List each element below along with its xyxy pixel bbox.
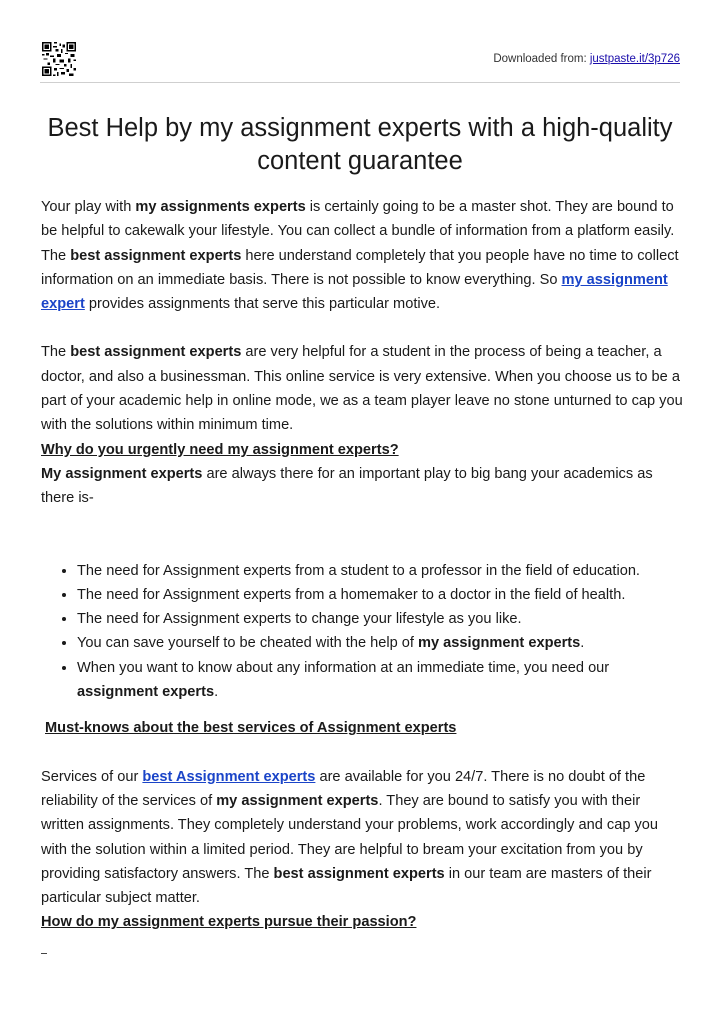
bold-text: best assignment experts [70, 344, 242, 361]
paragraph-intro [41, 195, 683, 316]
text: provides assignments that serve this particular motive. [84, 296, 441, 313]
header-divider [40, 82, 680, 83]
article-body [41, 195, 683, 959]
bold-text: best assignment experts [273, 865, 445, 882]
bold-text: My assignment experts [41, 465, 203, 482]
text: You can save yourself to be cheated with the help of [77, 635, 419, 652]
text: . [214, 684, 219, 701]
page-title: Best Help by my assignment experts with a high-quality content guarantee [47, 114, 673, 175]
text: are very helpful for a student in the process of being a teacher, a doctor, and also a businessman. This online service is very extensive. When you choose us to be a part of your academic help in online mode, we as a team player leave no stone unturned to cap you with the solutions within minimum time. [41, 344, 683, 434]
list-item [77, 631, 683, 655]
dash-mark [41, 953, 47, 954]
heading-passion: How do my assignment experts pursue their passion? [41, 914, 417, 931]
text: Services of our [41, 768, 143, 785]
spacer [41, 741, 683, 765]
bold-text: assignment experts [77, 684, 215, 701]
text: Your play with [41, 199, 136, 215]
spacer [41, 704, 683, 716]
bold-text: my assignments experts [135, 199, 306, 215]
bold-text: my assignment experts [216, 792, 379, 809]
text: are always there for an important play to big bang your academics as there is- [41, 465, 653, 507]
list-item [77, 559, 683, 583]
heading-why: Why do you urgently need my assignment experts? [41, 441, 399, 458]
download-source [493, 53, 680, 65]
qr-code-icon [42, 42, 76, 76]
my-assignment-expert-link[interactable]: my assignment expert [41, 271, 668, 313]
best-assignment-experts-link[interactable]: best Assignment experts [142, 768, 316, 785]
text: . They are bound to satisfy you with their written assignments. They completely understand your problems, work accordingly and cap you with the solution within a limited period. They are helpful to bream your excitation from you by providing satisfactory answers. The [41, 792, 659, 882]
text: When you want to know about any information at an immediate time, you need our [77, 659, 610, 676]
spacer [41, 316, 683, 340]
bold-text: best assignment experts [70, 247, 242, 264]
text: The [41, 344, 71, 361]
benefits-list [41, 559, 683, 705]
paragraph-4 [41, 765, 683, 911]
download-label: Downloaded from: [493, 53, 590, 65]
text: here understand completely that you people have no time to collect information on an immediate basis. There is not possible to know everything. So [41, 247, 679, 288]
text: is certainly going to be a master shot. They are bound to be helpful to cakewalk your lifestyle. You can collect a bundle of information from a platform easily. The [41, 199, 675, 264]
source-link[interactable]: justpaste.it/3p726 [589, 53, 680, 65]
heading-must-knows: Must-knows about the best services of Assignment experts [45, 720, 457, 737]
spacer [41, 511, 683, 559]
trailing-dash [41, 935, 683, 959]
bold-text: my assignment experts [418, 635, 581, 652]
text: The need for Assignment experts from a student to a professor in the field of education. [77, 562, 640, 579]
text: The need for Assignment experts to change your lifestyle as you like. [77, 611, 522, 628]
list-item [77, 656, 683, 705]
text: . [580, 635, 585, 652]
text: are available for you 24/7. There is no doubt of the reliability of the services of [41, 768, 646, 809]
paragraph-2 [41, 340, 683, 437]
text: The need for Assignment experts from a homemaker to a doctor in the field of health. [77, 586, 626, 603]
list-item [77, 607, 683, 631]
list-item [77, 583, 683, 607]
paragraph-3 [41, 462, 683, 511]
text: in our team are masters of their particular subject matter. [41, 865, 652, 907]
